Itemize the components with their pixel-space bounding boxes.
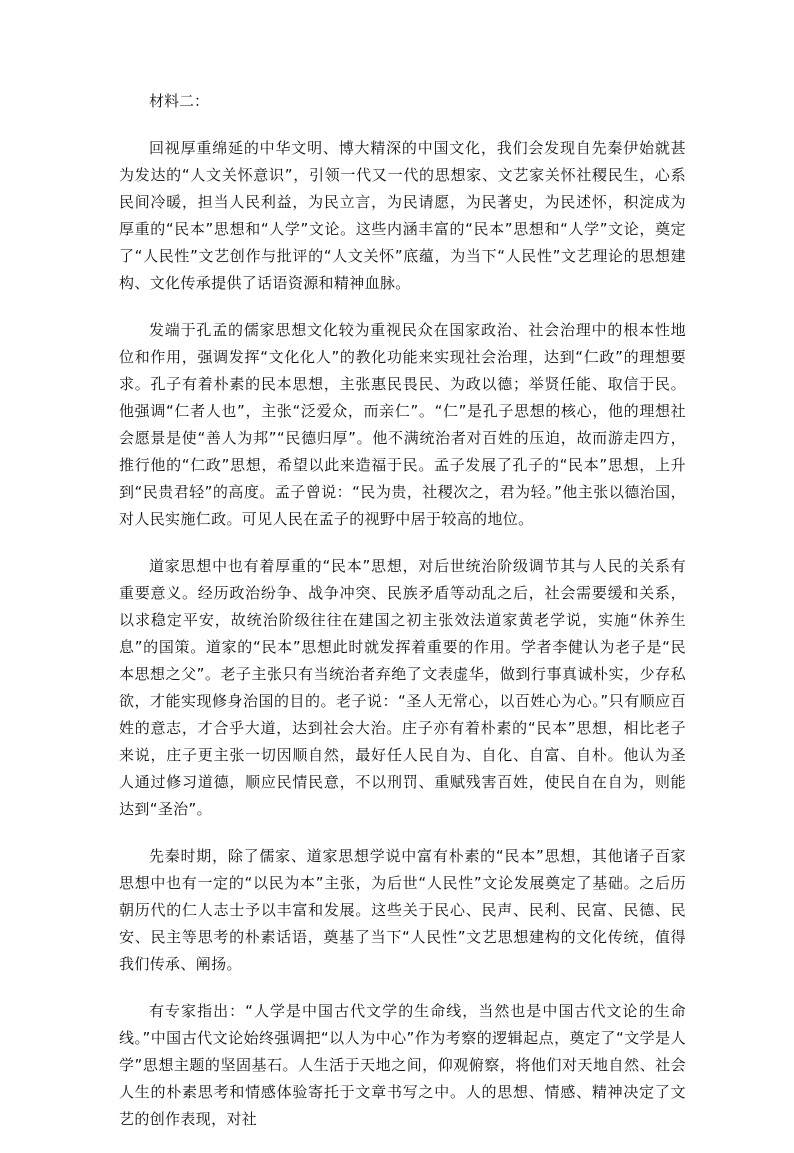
paragraph-5: 有专家指出：“人学是中国古代文学的生命线，当然也是中国古代文论的生命线。”中国古代文论始终强调把“以人为中心”作为考察的逻辑起点，奠定了“文学是人学”思想主题的坚固基石。人生活于天地之间，仰观俯察，将他们对天地自然、社会人生的朴素思考和情感体验寄托于文章书写之中。人的思想、情感、精神决定了文艺的创作表现，对社	[119, 1002, 686, 1128]
document-body	[119, 88, 686, 1153]
section-heading: 材料二：	[149, 92, 210, 110]
paragraph-3: 道家思想中也有着厚重的“民本”思想，对后世统治阶级调节其与人民的关系有重要意义。经历政治纷争、战争冲突、民族矛盾等动乱之后，社会需要缓和关系，以求稳定平安，故统治阶级往往在建国之初主张效法道家黄老学说，实施“休养生息”的国策。道家的“民本”思想此时就发挥着重要的作用。学者李健认为老子是“民本思想之父”。老子主张只有当统治者弃绝了文表虚华，做到行事真诚朴实，少存私欲，才能实现修身治国的目的。老子说：“圣人无常心，以百姓心为心。”只有顺应百姓的意志，才合乎大道，达到社会大治。庄子亦有着朴素的“民本”思想，相比老子来说，庄子更主张一切因顺自然，最好任人民自为、自化、自富、自朴。他认为圣人通过修习道德，顺应民情民意，不以刑罚、重赋残害百姓，使民自在自为，则能达到“圣治”。	[119, 557, 686, 818]
paragraph-1: 回视厚重绵延的中华文明、博大精深的中国文化，我们会发现自先秦伊始就甚为发达的“人文关怀意识”，引领一代又一代的思想家、文艺家关怀社稷民生，心系民间冷暖，担当人民利益，为民立言，为民请愿，为民著史，为民述怀，积淀成为厚重的“民本”思想和“人学”文论。这些内涵丰富的“民本”思想和“人学”文论，奠定了“人民性”文艺创作与批评的“人文关怀”底蕴，为当下“人民性”文艺理论的思想建构、文化传承提供了话语资源和精神血脉。	[119, 139, 686, 292]
paragraph-4: 先秦时期，除了儒家、道家思想学说中富有朴素的“民本”思想，其他诸子百家思想中也有一定的“以民为本”主张，为后世“人民性”文论发展奠定了基础。之后历朝历代的仁人志士予以丰富和发展。这些关于民心、民声、民利、民富、民德、民安、民主等思考的朴素话语，奠基了当下“人民性”文艺思想建构的文化传统，值得我们传承、阐扬。	[119, 847, 686, 973]
paragraph-2: 发端于孔孟的儒家思想文化较为重视民众在国家政治、社会治理中的根本性地位和作用，强调发挥“文化化人”的教化功能来实现社会治理，达到“仁政”的理想要求。孔子有着朴素的民本思想，主张惠民畏民、为政以德；举贤任能、取信于民。他强调“仁者人也”，主张“泛爱众，而亲仁”。“仁”是孔子思想的核心，他的理想社会愿景是使“善人为邦”“民德归厚”。他不满统治者对百姓的压迫，故而游走四方，推行他的“仁政”思想，希望以此来造福于民。孟子发展了孔子的“民本”思想，上升到“民贵君轻”的高度。孟子曾说：“民为贵，社稷次之，君为轻。”他主张以德治国，对人民实施仁政。可见人民在孟子的视野中居于较高的地位。	[119, 321, 686, 528]
